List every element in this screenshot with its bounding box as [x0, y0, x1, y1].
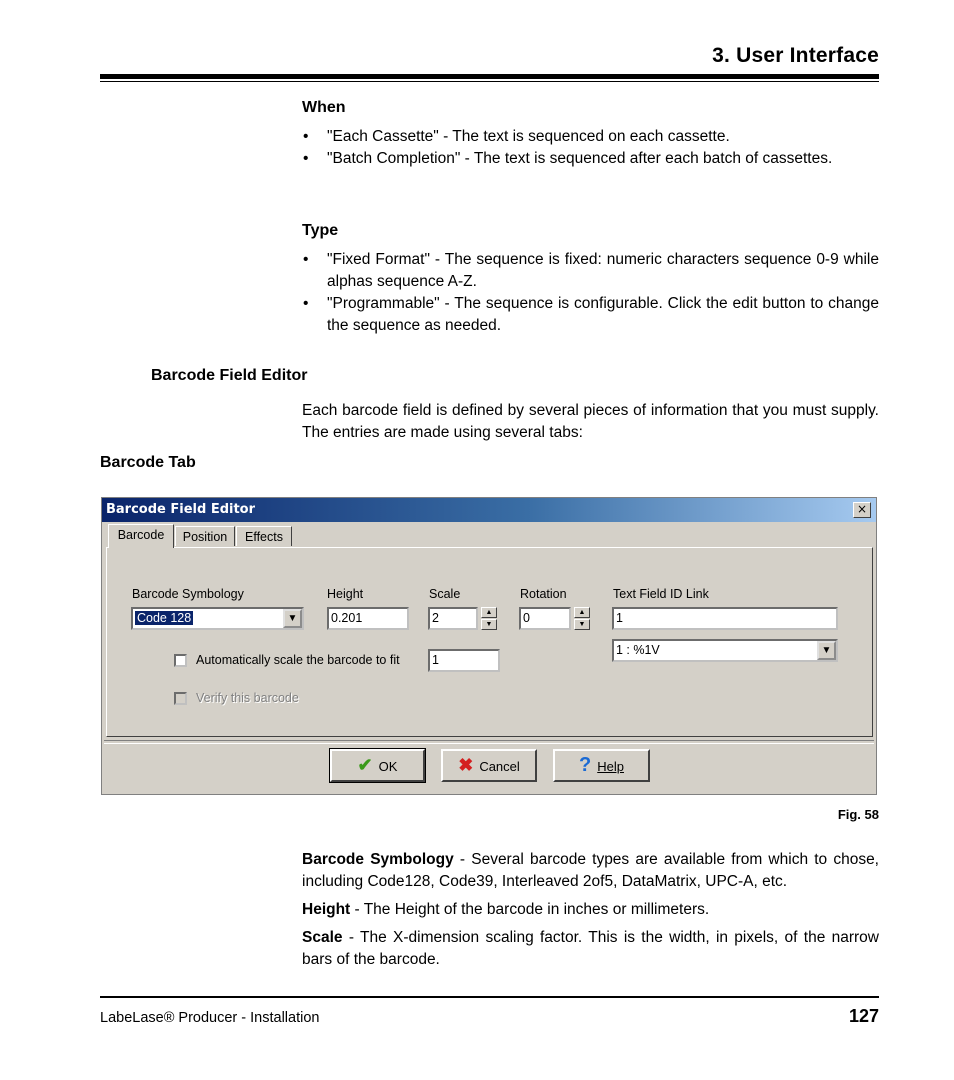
text-link-input[interactable]: 1	[612, 607, 838, 630]
when-list	[301, 126, 879, 170]
scale-input[interactable]: 2	[428, 607, 478, 630]
tab-position[interactable]: Position	[175, 526, 235, 546]
list-item: • "Each Cassette" - The text is sequenced on each cassette.	[301, 126, 879, 148]
checkmark-icon: ✔	[357, 755, 373, 775]
rotation-input[interactable]: 0	[519, 607, 571, 630]
autoscale-label: Automatically scale the barcode to fit	[196, 653, 400, 667]
type-heading: Type	[302, 222, 339, 239]
desc-term: Barcode Symbology	[302, 851, 454, 868]
help-label: Help	[597, 759, 624, 774]
symbology-value: Code 128	[137, 611, 192, 625]
height-label: Height	[327, 587, 364, 601]
cancel-label: Cancel	[479, 759, 520, 774]
dialog-title: Barcode Field Editor	[106, 502, 256, 517]
desc-scale	[302, 927, 879, 971]
desc-text: - The X-dimension scaling factor. This is the width, in pixels, of the narrow bars of the barcode.	[302, 929, 879, 968]
autoscale-checkbox[interactable]	[174, 654, 187, 667]
desc-text: - The Height of the barcode in inches or millimeters.	[350, 901, 710, 918]
list-item: • "Programmable" - The sequence is configurable. Click the edit button to change the sequence as needed.	[301, 293, 879, 337]
symbology-select[interactable]	[131, 607, 304, 630]
help-button[interactable]	[553, 749, 650, 782]
barcode-tab-panel	[106, 547, 873, 737]
verify-checkbox	[174, 692, 187, 705]
dialog-titlebar	[102, 498, 876, 522]
rotation-label: Rotation	[520, 587, 567, 601]
tab-barcode[interactable]: Barcode	[108, 524, 174, 548]
barcode-field-editor-dialog	[101, 497, 877, 795]
list-item: • "Fixed Format" - The sequence is fixed: numeric characters sequence 0-9 while alphas sequence A-Z.	[301, 249, 879, 293]
chevron-down-icon[interactable]: ▼	[283, 609, 302, 628]
section-heading: Barcode Field Editor	[151, 367, 308, 384]
scale-label: Scale	[429, 587, 461, 601]
descriptions	[302, 849, 879, 971]
cancel-button[interactable]	[441, 749, 537, 782]
autoscale-input[interactable]: 1	[428, 649, 500, 672]
footer-title: LabeLase® Producer - Installation	[100, 1010, 320, 1026]
text-link-select[interactable]: 1 : %1V	[612, 639, 838, 662]
page-number: 127	[848, 1006, 879, 1026]
height-input[interactable]: 0.201	[327, 607, 409, 630]
chevron-down-icon[interactable]: ▼	[817, 641, 836, 660]
desc-height	[302, 899, 879, 921]
list-item: • "Batch Completion" - The text is sequenced after each batch of cassettes.	[301, 148, 879, 170]
text-link-label: Text Field ID Link	[613, 587, 709, 601]
figure-caption: Fig. 58	[837, 807, 879, 822]
dialog-separator	[104, 740, 874, 744]
section-intro: Each barcode field is defined by several pieces of information that you must supply. The entries are made using several tabs:	[302, 402, 879, 441]
ok-label: OK	[378, 759, 398, 774]
tab-effects[interactable]: Effects	[236, 526, 292, 546]
verify-label: Verify this barcode	[196, 691, 299, 705]
rotation-up-icon[interactable]: ▲	[574, 607, 590, 618]
barcode-tab-heading: Barcode Tab	[100, 454, 196, 471]
scale-down-icon[interactable]: ▼	[481, 619, 497, 630]
header-rule-thin	[100, 81, 879, 82]
desc-symbology	[302, 849, 879, 893]
symbology-label: Barcode Symbology	[132, 587, 244, 601]
when-heading: When	[302, 99, 346, 116]
x-icon: ✖	[458, 755, 474, 775]
question-icon: ?	[579, 754, 592, 776]
close-button[interactable]: ×	[853, 502, 871, 518]
header-rule	[100, 74, 879, 79]
chapter-title: 3. User Interface	[712, 44, 879, 67]
desc-text: - Several barcode types are available from which to chose, including Code128, Code39, Interleaved 2of5, DataMatrix, UPC-A, etc.	[302, 851, 879, 890]
type-list	[301, 249, 879, 337]
ok-button[interactable]	[330, 749, 425, 782]
desc-term: Scale	[302, 929, 343, 946]
desc-term: Height	[302, 901, 351, 918]
scale-up-icon[interactable]: ▲	[481, 607, 497, 618]
rotation-down-icon[interactable]: ▼	[574, 619, 590, 630]
footer-rule	[100, 996, 879, 998]
